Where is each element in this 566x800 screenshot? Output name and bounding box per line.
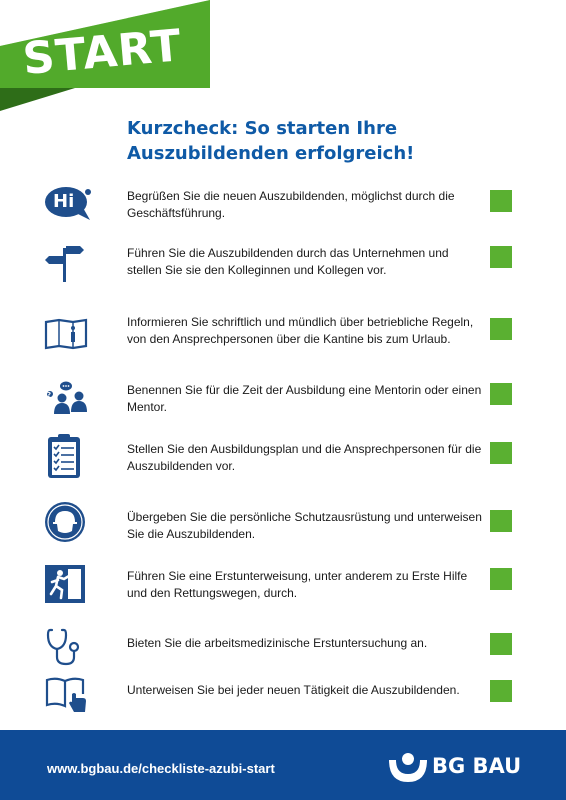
checklist-checkbox[interactable] [490,246,512,268]
page-title-line-1: Kurzcheck: So starten Ihre [127,118,398,139]
checklist-item-text: Unterweisen Sie bei jeder neuen Tätigkeit die Auszubildenden. [127,683,460,697]
info-map-icon [44,318,88,350]
checklist-item-text: Benennen Sie für die Zeit der Ausbildung eine Mentorin oder einen Mentor. [127,383,482,414]
checklist-item-text: Übergeben Sie die persönliche Schutzausrüstung und unterweisen Sie die Auszubildenden. [127,510,482,541]
checklist-checkbox[interactable] [490,318,512,340]
checklist-item-text: Begrüßen Sie die neuen Auszubildenden, möglichst durch die Geschäftsführung. [127,189,455,220]
bg-bau-logo-mark-icon [388,752,428,784]
checklist-item-text: Informieren Sie schriftlich und mündlich über betriebliche Regeln, von den Ansprechpersonen über die Kantine bis zum Urlaub. [127,315,474,346]
hard-hat-sign-icon [44,501,86,543]
page-title-line-2: Auszubildenden erfolgreich! [127,143,415,164]
emergency-exit-icon [44,564,86,604]
footer-bar [0,730,566,800]
checklist-item-text: Stellen Sie den Ausbildungsplan und die Ansprechpersonen für die Auszubildenden vor. [127,442,482,473]
speech-bubble-hi-icon [44,186,92,222]
checklist-item-text: Führen Sie eine Erstunterweisung, unter anderem zu Erste Hilfe und den Rettungswegen, durch. [127,569,468,600]
checklist-checkbox[interactable] [490,510,512,532]
bg-bau-logo-text: BG BAU [432,754,522,778]
speech-bubble-hi-label: Hi [53,191,75,212]
checklist-checkbox[interactable] [490,190,512,212]
people-mentor-icon [44,380,90,416]
page-title [127,116,527,166]
checklist-checkbox[interactable] [490,383,512,405]
checklist-item-text: Bieten Sie die arbeitsmedizinische Erstuntersuchung an. [127,636,428,650]
checklist-checkbox[interactable] [490,680,512,702]
banner-label: START [20,20,184,85]
svg-text:?: ? [47,391,52,399]
bg-bau-logo [388,750,523,784]
checklist-checkbox[interactable] [490,633,512,655]
signpost-icon [44,242,84,282]
stethoscope-icon [44,627,84,667]
footer-url-link[interactable]: www.bgbau.de/checkliste-azubi-start [47,761,275,776]
checklist-checkbox[interactable] [490,568,512,590]
start-banner [0,0,215,120]
book-hand-icon [44,676,88,714]
checklist-checkbox[interactable] [490,442,512,464]
checklist-item-text: Führen Sie die Auszubildenden durch das Unternehmen und stellen Sie sie den Kolleginnen und Kollegen vor. [127,246,449,277]
clipboard-checklist-icon [44,432,84,480]
